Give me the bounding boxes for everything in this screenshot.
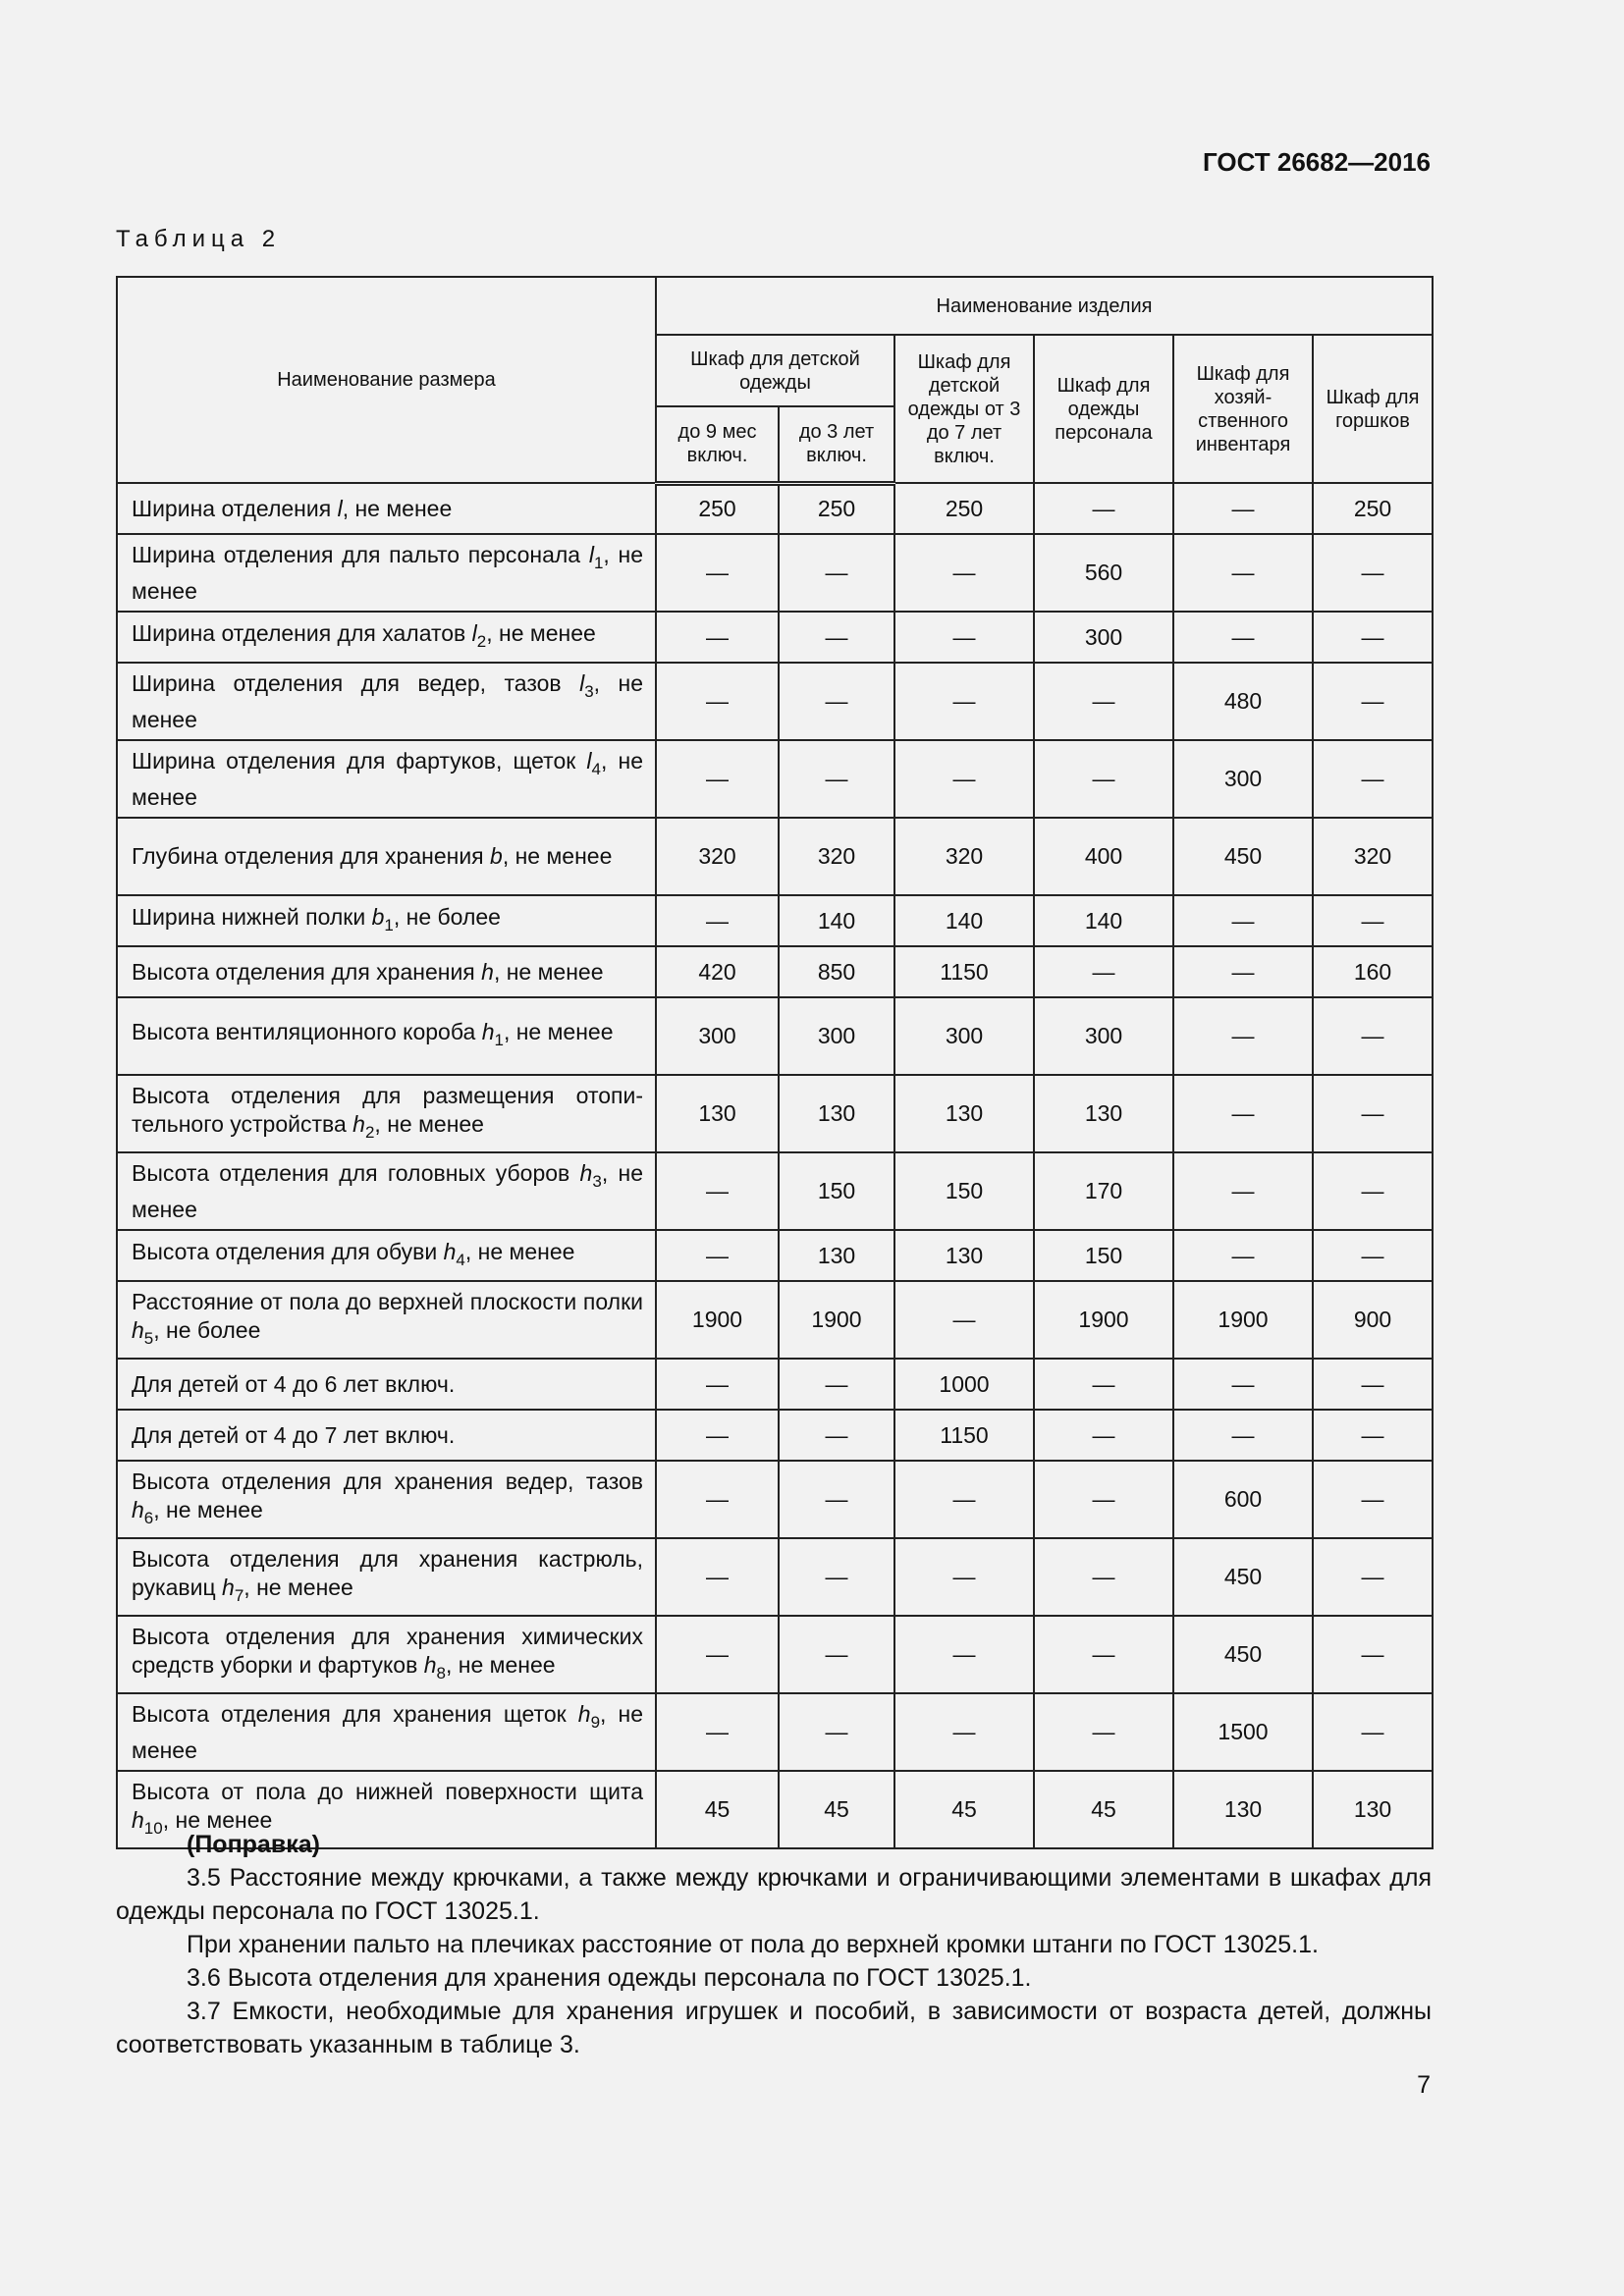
- row-value-cell: —: [894, 663, 1034, 740]
- row-value-cell: —: [1313, 663, 1433, 740]
- row-value-cell: —: [894, 534, 1034, 612]
- row-name-text: Ширина отделения для халатов: [132, 619, 472, 646]
- row-value-cell: —: [1313, 1410, 1433, 1461]
- row-size-name: [117, 1616, 656, 1693]
- row-value-cell: —: [779, 534, 894, 612]
- row-value-cell: 45: [894, 1771, 1034, 1848]
- row-value-cell: 45: [1034, 1771, 1173, 1848]
- row-value-cell: —: [656, 1152, 779, 1230]
- row-size-name: [117, 1359, 656, 1410]
- row-value-cell: —: [1313, 612, 1433, 663]
- row-value-cell: 140: [894, 895, 1034, 946]
- row-name-suffix: , не менее: [244, 1574, 353, 1600]
- row-value-cell: —: [656, 1538, 779, 1616]
- note-3-5: 3.5 Расстояние между крючками, а также между крючками и ограничивающими элементами в шкафах для одежды персонала по ГОСТ 13025.1.: [116, 1864, 1432, 1925]
- row-value-cell: —: [1313, 1538, 1433, 1616]
- row-symbol: b: [490, 843, 503, 869]
- table-row: [117, 1359, 1433, 1410]
- row-symbol: h: [423, 1651, 437, 1678]
- row-value-cell: —: [779, 1616, 894, 1693]
- row-name-text: Для детей от 4 до 7 лет включ.: [132, 1421, 456, 1448]
- row-value-cell: —: [656, 1410, 779, 1461]
- row-symbol-subscript: 4: [456, 1250, 465, 1269]
- row-value-cell: 480: [1173, 663, 1313, 740]
- header-up-to-3-years: до 3 лет включ.: [779, 406, 894, 483]
- note-3-6: 3.6 Высота отделения для хранения одежды персонала по ГОСТ 13025.1.: [187, 1964, 1032, 1992]
- row-value-cell: —: [1034, 663, 1173, 740]
- row-name-suffix: , не менее: [374, 1110, 484, 1137]
- row-value-cell: —: [1313, 997, 1433, 1075]
- row-symbol-subscript: 3: [584, 681, 594, 701]
- row-value-cell: —: [1034, 1693, 1173, 1771]
- row-value-cell: —: [656, 663, 779, 740]
- row-value-cell: —: [1173, 1152, 1313, 1230]
- row-name-suffix: , не менее: [132, 669, 643, 732]
- row-value-cell: 300: [656, 997, 779, 1075]
- row-value-cell: 250: [656, 483, 779, 534]
- row-size-name: [117, 997, 656, 1075]
- row-value-cell: —: [1173, 1359, 1313, 1410]
- row-value-cell: —: [656, 1693, 779, 1771]
- row-value-cell: 900: [1313, 1281, 1433, 1359]
- row-name-text: Высота вентиляционного короба: [132, 1019, 482, 1044]
- row-value-cell: —: [779, 663, 894, 740]
- row-value-cell: —: [656, 1230, 779, 1281]
- row-value-cell: 450: [1173, 818, 1313, 895]
- row-name-suffix: , не менее: [503, 1019, 614, 1044]
- row-value-cell: —: [894, 1281, 1034, 1359]
- table-row: [117, 1538, 1433, 1616]
- row-name-suffix: , не более: [153, 1316, 261, 1343]
- row-value-cell: 160: [1313, 946, 1433, 997]
- table-row: [117, 1075, 1433, 1152]
- row-value-cell: 1000: [894, 1359, 1034, 1410]
- table-row: [117, 818, 1433, 895]
- row-size-name: [117, 1230, 656, 1281]
- row-value-cell: 560: [1034, 534, 1173, 612]
- row-name-text: Ширина отделения для ведер, тазов: [132, 669, 580, 696]
- row-value-cell: —: [779, 1410, 894, 1461]
- row-size-name: [117, 946, 656, 997]
- table-row: [117, 997, 1433, 1075]
- row-value-cell: —: [1173, 483, 1313, 534]
- row-value-cell: 320: [779, 818, 894, 895]
- row-value-cell: 170: [1034, 1152, 1173, 1230]
- row-value-cell: 130: [894, 1075, 1034, 1152]
- row-symbol-subscript: 4: [591, 759, 601, 778]
- header-children-wardrobe: Шкаф для детской одежды: [656, 335, 894, 406]
- row-value-cell: —: [1173, 534, 1313, 612]
- row-name-text: Ширина отделения: [132, 495, 338, 521]
- row-name-text: Ширина отделения для пальто персонала: [132, 541, 589, 567]
- row-value-cell: —: [1173, 946, 1313, 997]
- row-value-cell: —: [894, 1461, 1034, 1538]
- row-symbol-subscript: 10: [143, 1818, 163, 1838]
- table-row: [117, 1616, 1433, 1693]
- row-name-suffix: , не более: [393, 903, 501, 930]
- row-value-cell: —: [656, 895, 779, 946]
- row-symbol-subscript: 1: [593, 553, 604, 572]
- row-symbol: h: [132, 1316, 144, 1343]
- header-product-name: Наименование изделия: [656, 277, 1433, 335]
- row-size-name: [117, 1538, 656, 1616]
- row-symbol-subscript: 7: [234, 1585, 244, 1605]
- row-value-cell: —: [1173, 1230, 1313, 1281]
- row-value-cell: —: [1034, 1410, 1173, 1461]
- row-name-text: Высота отделения для хранения кастрюль, рукавиц: [132, 1545, 643, 1600]
- row-symbol: l: [579, 669, 585, 696]
- row-value-cell: 400: [1034, 818, 1173, 895]
- row-value-cell: —: [1173, 1410, 1313, 1461]
- row-value-cell: —: [1034, 1359, 1173, 1410]
- row-name-text: Высота отделения для хранения: [132, 958, 482, 985]
- row-size-name: [117, 1693, 656, 1771]
- row-value-cell: —: [1313, 1616, 1433, 1693]
- row-value-cell: 320: [894, 818, 1034, 895]
- row-value-cell: 1900: [1173, 1281, 1313, 1359]
- header-up-to-9-months: до 9 мес включ.: [656, 406, 779, 483]
- row-symbol-subscript: 1: [494, 1031, 504, 1049]
- row-value-cell: 450: [1173, 1616, 1313, 1693]
- row-value-cell: —: [894, 740, 1034, 818]
- row-name-suffix: , не менее: [162, 1806, 273, 1833]
- row-value-cell: —: [894, 1616, 1034, 1693]
- row-value-cell: —: [1313, 1359, 1433, 1410]
- row-value-cell: —: [656, 1359, 779, 1410]
- row-symbol: l: [588, 541, 594, 567]
- row-value-cell: 450: [1173, 1538, 1313, 1616]
- row-value-cell: 300: [1173, 740, 1313, 818]
- row-name-suffix: , не менее: [493, 958, 604, 985]
- row-name-text: Высота отделения для хранения химических средств уборки и фартуков: [132, 1623, 643, 1678]
- table-row: [117, 1693, 1433, 1771]
- row-symbol: l: [586, 747, 592, 774]
- row-name-text: Ширина нижней полки: [132, 903, 372, 930]
- row-value-cell: 1900: [779, 1281, 894, 1359]
- row-size-name: [117, 818, 656, 895]
- row-symbol: l: [337, 495, 343, 521]
- table-row: [117, 1461, 1433, 1538]
- row-value-cell: —: [894, 1538, 1034, 1616]
- row-value-cell: —: [1034, 483, 1173, 534]
- table-row: [117, 663, 1433, 740]
- row-name-text: Высота отделения для головных уборов: [132, 1159, 580, 1186]
- row-value-cell: 140: [1034, 895, 1173, 946]
- row-value-cell: —: [779, 612, 894, 663]
- notes-section: [116, 1828, 1432, 2061]
- row-value-cell: —: [779, 1359, 894, 1410]
- row-name-text: Высота отделения для размещения отопительного устройства: [132, 1082, 643, 1137]
- table-row: [117, 740, 1433, 818]
- row-value-cell: 320: [656, 818, 779, 895]
- row-value-cell: 850: [779, 946, 894, 997]
- table-row: [117, 1281, 1433, 1359]
- row-value-cell: 130: [1313, 1771, 1433, 1848]
- row-value-cell: —: [1173, 1075, 1313, 1152]
- row-value-cell: —: [1313, 895, 1433, 946]
- row-value-cell: 1150: [894, 1410, 1034, 1461]
- row-value-cell: 1900: [656, 1281, 779, 1359]
- row-value-cell: 250: [894, 483, 1034, 534]
- row-name-text: Расстояние от пола до верхней плоскости полки: [132, 1288, 643, 1314]
- row-name-suffix: , не менее: [464, 1238, 575, 1264]
- table-row: [117, 612, 1433, 663]
- row-value-cell: —: [1034, 946, 1173, 997]
- row-symbol: h: [132, 1496, 144, 1522]
- row-symbol: h: [443, 1238, 457, 1264]
- row-size-name: [117, 1281, 656, 1359]
- row-value-cell: —: [1173, 612, 1313, 663]
- row-value-cell: —: [1173, 895, 1313, 946]
- row-value-cell: 130: [1173, 1771, 1313, 1848]
- row-value-cell: 1150: [894, 946, 1034, 997]
- row-name-suffix: , не менее: [445, 1651, 556, 1678]
- row-value-cell: —: [1034, 1538, 1173, 1616]
- row-name-suffix: , не менее: [502, 843, 613, 869]
- row-value-cell: 300: [1034, 612, 1173, 663]
- row-value-cell: 250: [779, 483, 894, 534]
- row-value-cell: 130: [1034, 1075, 1173, 1152]
- table-row: [117, 483, 1433, 534]
- row-size-name: [117, 483, 656, 534]
- row-value-cell: 420: [656, 946, 779, 997]
- row-symbol-subscript: 2: [364, 1122, 375, 1142]
- row-symbol: h: [579, 1159, 593, 1186]
- row-value-cell: —: [1313, 1152, 1433, 1230]
- table-row: [117, 534, 1433, 612]
- row-symbol: h: [132, 1806, 144, 1833]
- row-symbol-subscript: 1: [384, 915, 394, 934]
- row-symbol-subscript: 9: [590, 1712, 601, 1732]
- row-value-cell: —: [1313, 1461, 1433, 1538]
- row-value-cell: —: [1034, 1461, 1173, 1538]
- header-potty-wardrobe: Шкаф для горшков: [1313, 335, 1433, 483]
- row-size-name: [117, 895, 656, 946]
- row-name-text: Высота отделения для обуви: [132, 1238, 444, 1264]
- table-row: [117, 895, 1433, 946]
- row-value-cell: 150: [894, 1152, 1034, 1230]
- row-value-cell: 150: [1034, 1230, 1173, 1281]
- row-value-cell: —: [1173, 997, 1313, 1075]
- row-size-name: [117, 740, 656, 818]
- standard-code: ГОСТ 26682—2016: [1203, 147, 1431, 177]
- row-value-cell: —: [894, 612, 1034, 663]
- row-size-name: [117, 1152, 656, 1230]
- row-value-cell: 45: [779, 1771, 894, 1848]
- row-size-name: [117, 1461, 656, 1538]
- row-value-cell: 300: [894, 997, 1034, 1075]
- row-value-cell: —: [1313, 534, 1433, 612]
- row-size-name: [117, 612, 656, 663]
- row-value-cell: —: [1313, 740, 1433, 818]
- row-value-cell: 300: [779, 997, 894, 1075]
- row-value-cell: —: [894, 1693, 1034, 1771]
- row-value-cell: 300: [1034, 997, 1173, 1075]
- table-row: [117, 946, 1433, 997]
- row-symbol: h: [481, 1019, 495, 1044]
- row-name-suffix: , не менее: [132, 747, 643, 810]
- table-row: [117, 1230, 1433, 1281]
- row-value-cell: —: [1313, 1230, 1433, 1281]
- row-value-cell: —: [779, 1538, 894, 1616]
- row-value-cell: 130: [779, 1230, 894, 1281]
- row-value-cell: —: [779, 740, 894, 818]
- row-size-name: [117, 663, 656, 740]
- row-name-suffix: , не менее: [132, 541, 643, 604]
- row-symbol: h: [352, 1110, 365, 1137]
- row-value-cell: —: [1313, 1693, 1433, 1771]
- row-name-suffix: , не менее: [486, 619, 596, 646]
- row-value-cell: 320: [1313, 818, 1433, 895]
- header-size-name: Наименование размера: [117, 277, 656, 483]
- row-value-cell: 1500: [1173, 1693, 1313, 1771]
- row-value-cell: —: [656, 1616, 779, 1693]
- page-number: 7: [1417, 2071, 1431, 2099]
- header-children-3to7: Шкаф для детской одежды от 3 до 7 лет включ.: [894, 335, 1034, 483]
- table-body: [117, 483, 1433, 1848]
- row-value-cell: —: [779, 1693, 894, 1771]
- row-symbol-subscript: 6: [143, 1508, 154, 1527]
- row-name-text: Высота отделения для хранения щеток: [132, 1700, 578, 1727]
- row-name-text: Для детей от 4 до 6 лет включ.: [132, 1370, 456, 1397]
- row-size-name: [117, 534, 656, 612]
- row-value-cell: —: [1034, 1616, 1173, 1693]
- row-value-cell: 600: [1173, 1461, 1313, 1538]
- row-symbol: h: [481, 958, 494, 985]
- row-value-cell: —: [656, 612, 779, 663]
- row-symbol: l: [471, 619, 477, 646]
- row-symbol-subscript: 3: [592, 1171, 602, 1191]
- row-name-text: Глубина отделения для хранения: [132, 843, 491, 869]
- row-name-suffix: , не менее: [132, 1159, 643, 1222]
- row-name-suffix: , не менее: [342, 495, 453, 521]
- row-value-cell: —: [656, 534, 779, 612]
- row-name-suffix: , не менее: [132, 1700, 643, 1763]
- row-value-cell: 1900: [1034, 1281, 1173, 1359]
- row-value-cell: 130: [779, 1075, 894, 1152]
- row-value-cell: —: [1034, 740, 1173, 818]
- row-value-cell: —: [1313, 1075, 1433, 1152]
- header-staff-wardrobe: Шкаф для одежды персонала: [1034, 335, 1173, 483]
- table-caption: Таблица 2: [116, 226, 282, 252]
- row-symbol-subscript: 2: [476, 631, 487, 651]
- row-name-text: Высота от пола до нижней поверхности щита: [132, 1778, 643, 1804]
- table-row: [117, 1152, 1433, 1230]
- row-value-cell: 45: [656, 1771, 779, 1848]
- table-row: [117, 1410, 1433, 1461]
- row-symbol: h: [577, 1700, 591, 1727]
- row-value-cell: —: [656, 740, 779, 818]
- row-value-cell: —: [779, 1461, 894, 1538]
- row-symbol: h: [222, 1574, 235, 1600]
- row-value-cell: —: [656, 1461, 779, 1538]
- amendment-label: (Поправка): [187, 1831, 320, 1858]
- row-symbol-subscript: 5: [143, 1328, 154, 1348]
- row-value-cell: 150: [779, 1152, 894, 1230]
- sizes-table: [116, 276, 1434, 1849]
- row-value-cell: 140: [779, 895, 894, 946]
- row-name-text: Высота отделения для хранения ведер, тазов: [132, 1468, 643, 1494]
- header-household-wardrobe: Шкаф для хозяйственного инвентаря: [1173, 335, 1313, 483]
- row-symbol-subscript: 8: [436, 1663, 446, 1682]
- row-value-cell: 130: [656, 1075, 779, 1152]
- row-value-cell: 130: [894, 1230, 1034, 1281]
- note-3-5-cont: При хранении пальто на плечиках расстояние от пола до верхней кромки штанги по ГОСТ 13025.1.: [187, 1931, 1319, 1958]
- row-value-cell: 250: [1313, 483, 1433, 534]
- note-3-7: 3.7 Емкости, необходимые для хранения игрушек и пособий, в зависимости от возраста детей, должны соответствовать указанным в таблице 3.: [116, 1998, 1432, 2058]
- row-name-text: Ширина отделения для фартуков, щеток: [132, 747, 587, 774]
- row-size-name: [117, 1410, 656, 1461]
- row-name-suffix: , не менее: [153, 1496, 263, 1522]
- row-size-name: [117, 1075, 656, 1152]
- row-symbol: b: [371, 903, 385, 930]
